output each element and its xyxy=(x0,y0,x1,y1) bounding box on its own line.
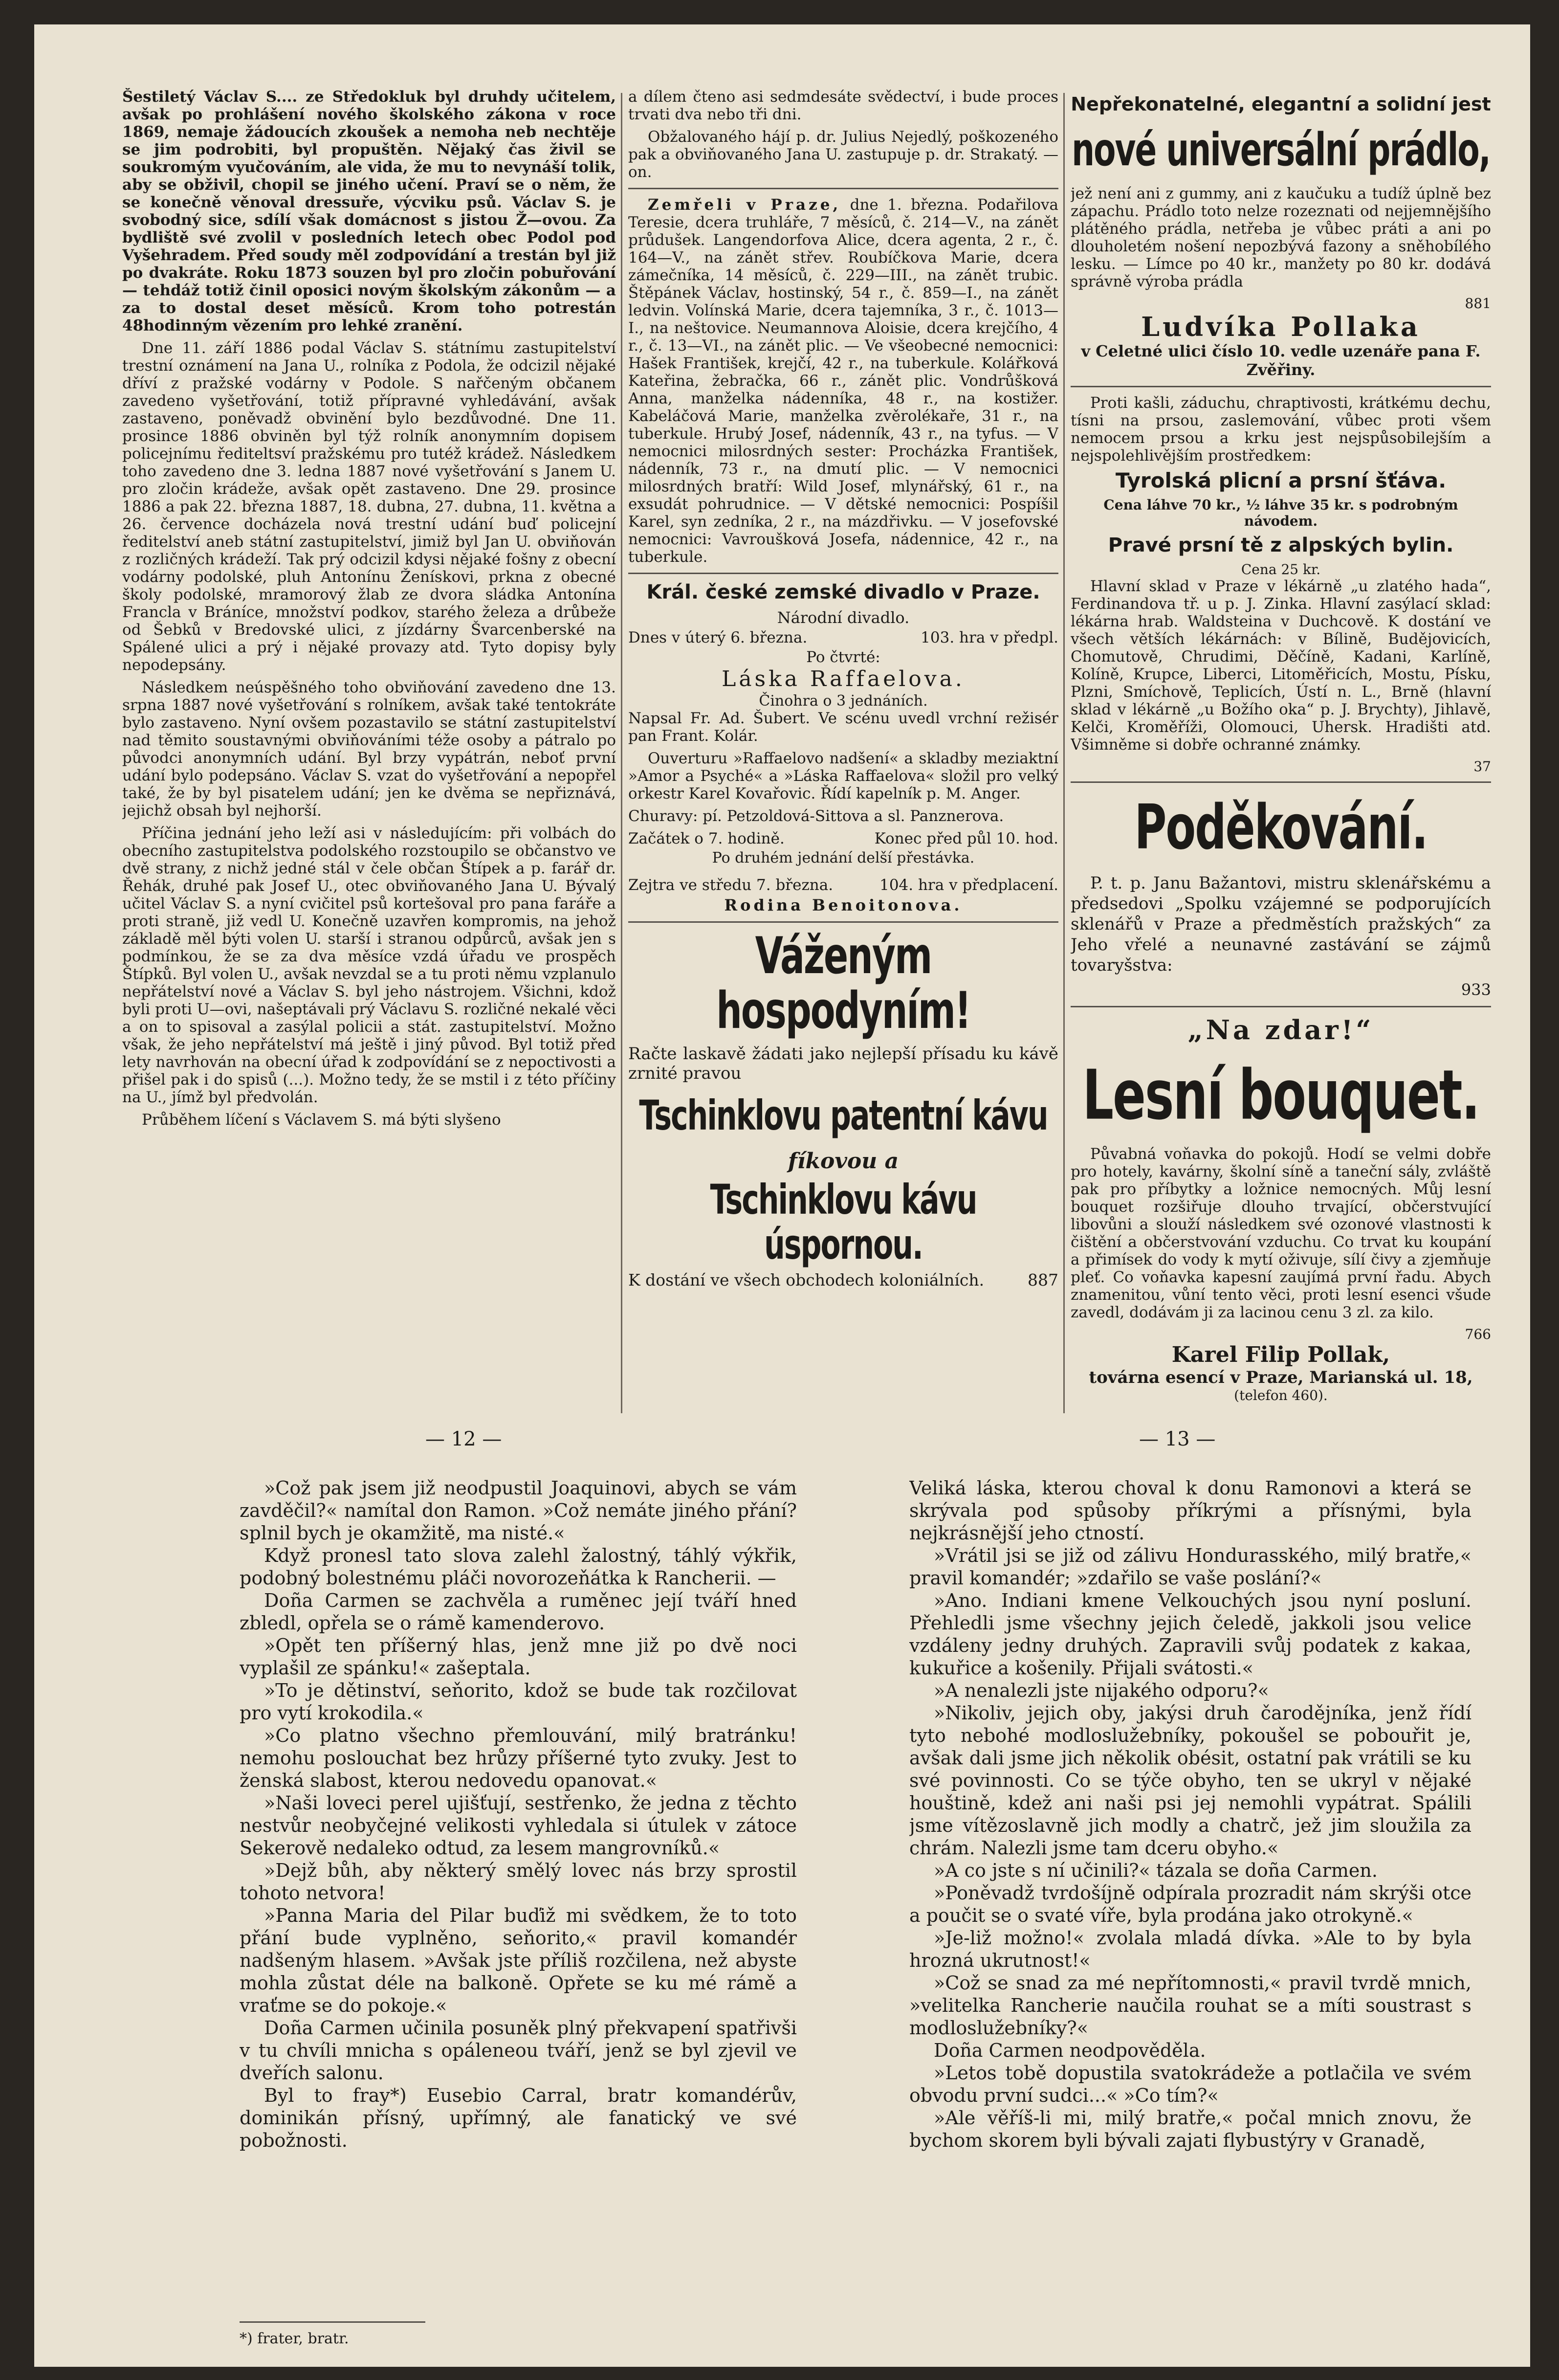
perfume-ad-firm: Karel Filip Pollak, xyxy=(1171,1342,1390,1367)
book-paragraph: »Panna Maria del Pilar buďiž mi svědkem, že to toto přání bude vyplněno, seňorito,« pravil komandér nadšeným hlasem. »Avšak jste příliš rozčilena, než abyste mohla zůstat déle na balkoně. Opřete se ku mé rámě a vraťme se do pokoje.« xyxy=(240,1905,797,2016)
page-number-right: — 13 — xyxy=(1139,1428,1216,1450)
page-number-left: — 12 — xyxy=(425,1428,502,1450)
perfume-ad-phone: (telefon 460). xyxy=(1234,1387,1328,1403)
book-spread xyxy=(34,1408,1530,2367)
book-paragraph: »Co platno všechno přemlouvání, milý bratránku! nemohu poslouchat bez hrůzy příšerné tyto zvuky. Jest to ženská slabost, kterou nedovedu opanovat.« xyxy=(240,1725,797,1791)
section-rule xyxy=(1071,1006,1491,1007)
syrup-ad-price: Cena láhve 70 kr., ½ láhve 35 kr. s podrobným návodem. xyxy=(1103,497,1458,529)
linen-ad-headline: nové universální prádlo, xyxy=(1072,123,1490,177)
coffee-connector: fíkovou a xyxy=(788,1149,899,1174)
coffee-ad-headline: Váženým hospodyním! xyxy=(716,926,970,1041)
section-rule xyxy=(628,573,1058,574)
footnote-rule xyxy=(240,2321,425,2323)
deaths-text: dne 1. března. Podařilova Teresie, dcera truhláře, 7 měsíců, č. 214—V., na zánět průdušek. Langendorfova Alice, dcera agenta, 2 r., č. 164—V., na zánět střev. Roubíčkova Marie, dcera zámečníka, 14 měsíců, č. 229—III., na zánět trubic. Štěpánek Václav, hostinský, 54 r., č. 859—I., na zánět ledvin. Volínská Marie, dcera tajemníka, 3 r., č. 1013—I., na neštovice. Neumannova Aloisie, dcera krejčího, 4 r., č. 13—VI., na zánět plic. — Ve všeobecné nemocnici: Hašek František, krejčí, 42 r., na tuberkule. Kolářková Kateřina, žebračka, 66 r., zánět plic. Vondrůšková Anna, manželka nádenníka, 48 r., na kostižer. Kabeláčová Marie, manželka zvěrolékaře, 31 r., na tuberkule. Hrubý Josef, nádenník, 43 r., na tyfus. — V nemocnici milosrdných sester: Procházka František, nádenník, 73 r., na dmutí plic. — V nemocnici milosrdných bratří: Wild Josef, mlynářský, 61 r., na exsudát pohrudnice. — V dětské nemocnici: Pospíšil Karel, syn zedníka, 2 r., na mázdřivku. — V josefovské nemocnici: Vavroušková Josefa, nádennice, 42 r., na tuberkule. xyxy=(628,196,1058,566)
book-paragraph: »To je dětinství, seňorito, kdož se bude tak rozčilovat pro vytí krokodila.« xyxy=(240,1680,797,1724)
linen-ad-firm: Ludvíka Pollaka xyxy=(1141,311,1421,342)
thanks-ad xyxy=(1071,791,1491,999)
syrup-ad-number: 37 xyxy=(1473,758,1491,775)
book-paragraph: Veliká láska, kterou choval k donu Ramonovi a která se skrývala pod spůsoby příkrými a přísnými, byla nejkrásnější jeho ctností. xyxy=(909,1477,1471,1544)
syrup-ad-intro: Proti kašli, záduchu, chraptivosti, krátkému dechu, tísni na prsou, zaslemování, vůbec proti všem nemocem prsou a krku jest nejspůsobilejším a nejspolehlivějším prostředkem: xyxy=(1071,394,1491,465)
linen-ad-top: Nepřekonatelné, elegantní a solidní jest xyxy=(1071,93,1491,115)
book-paragraph: »Poněvadž tvrdošíjně odpírala prozradit nám skrýši otce a poučit se o svaté víře, byla prodána jako otrokyně.« xyxy=(909,1882,1471,1926)
article-paragraph: Obžalovaného hájí p. dr. Julius Nejedlý, poškozeného pak a obviňovaného Jana U. zastupuje p. dr. Strakatý. —on. xyxy=(628,128,1058,181)
book-paragraph: »Nikoliv, jejich oby, jakýsi druh čarodějníka, jenž řídí tyto nebohé modloslužebníky, pokoušel se pobouřit je, avšak dali jsme jich několik obésit, ostatní pak vrátili se ku své povinnosti. Co se týče obyho, ten se ukryl v nějaké houštině, kdež ani naši psi jej nemohli vypátrat. Spálili jsme vítězoslavně jich modly a chatrč, jež jim sloužila za chrám. Nalezli jsme tam dceru obyho.« xyxy=(909,1702,1471,1859)
theatre-end: Konec před půl 10. hod. xyxy=(874,830,1058,847)
book-paragraph: »Opět ten příšerný hlas, jenž mne již po dvě noci vyplašil ze spánku!« zašeptala. xyxy=(240,1635,797,1679)
deaths-title: Zemřeli v Praze, xyxy=(648,196,841,214)
coffee-product-patent: Tschinklovu patentní kávu xyxy=(639,1092,1048,1140)
book-paragraph: »A co jste s ní učinili?« tázala se doña Carmen. xyxy=(934,1860,1378,1881)
coffee-availability: K dostání ve všech obchodech koloniálních. xyxy=(628,1270,985,1290)
coffee-ad-intro: Račte laskavě žádati jako nejlepší přísadu ku kávě zrnité pravou xyxy=(628,1044,1058,1083)
theatre-author: Napsal Fr. Ad. Šubert. Ve scénu uvedl vrchní režisér pan Frant. Kolár. xyxy=(628,710,1058,745)
book-paragraph: »Vrátil jsi se již od zálivu Hondurasského, milý bratře,« pravil komandér; »zdařilo se vaše poslání?« xyxy=(909,1545,1471,1589)
theatre-tomorrow-play: Rodina Benoitonova. xyxy=(724,896,963,914)
theatre-subtitle: Národní divadlo. xyxy=(777,608,910,627)
coffee-ad xyxy=(628,926,1058,1290)
syrup-ad-price2: Cena 25 kr. xyxy=(1241,561,1321,578)
syrup-ad-title2: Pravé prsní tě z alpských bylin. xyxy=(1108,534,1454,556)
book-paragraph: »Dejž bůh, aby některý smělý lovec nás brzy sprostil tohoto netvora! xyxy=(240,1860,797,1904)
book-paragraph: »Což pak jsem již neodpustil Joaquinovi, abych se vám zavděčil?« namítal don Ramon. »Což nemáte jiného přání? splnil bych je okamžitě, ma nisté.« xyxy=(240,1477,797,1544)
syrup-ad-text: Hlavní sklad v Praze v lékárně „u zlatého hada“, Ferdinandova tř. u p. J. Zinka. Hlavní zasýlací sklad: lékárna hrab. Waldsteina v Duchcově. K dostání ve všech větších lékárnách: v Bílině, Budějovicích, Chomutově, Chrudimi, Děčíně, Kadani, Karlíně, Kolíně, Krupce, Liberci, Litoměřicích, Mostu, Písku, Plzni, Smíchově, Teplicích, Ústí n. L., Brně (hlavní sklad v lékárně „u Božího oka“ p. J. Brychty), Jihlavě, Kelči, Kroměříži, Olomouci, Uhersk. Hradišti atd. Všimněme si dobře ochranné známky. xyxy=(1071,578,1491,754)
thanks-ad-headline: Poděkování. xyxy=(1134,791,1427,864)
theatre-start: Začátek o 7. hodině. xyxy=(628,830,785,847)
linen-ad-number: 881 xyxy=(1465,295,1491,311)
theatre-cycle: Po čtvrté: xyxy=(806,648,880,666)
book-page-right xyxy=(909,1477,1471,2337)
perfume-ad-slogan: „Na zdar!“ xyxy=(1187,1014,1374,1045)
theatre-tomorrow-row xyxy=(628,876,1058,894)
perfume-ad-address: továrna esencí v Praze, Marianská ul. 18, xyxy=(1089,1368,1473,1387)
theatre-tomorrow-number: 104. hra v předplacení. xyxy=(879,876,1058,894)
perfume-ad-number: 766 xyxy=(1465,1326,1491,1342)
theatre-date-row xyxy=(628,629,1058,646)
syrup-ad xyxy=(1071,394,1491,775)
book-paragraph: Byl to fray*) Eusebio Carral, bratr komandérův, dominikán přísný, upřímný, ale fanatický ve své pobožnosti. xyxy=(240,2085,797,2151)
column-rule xyxy=(1063,93,1065,1413)
thanks-ad-number: 933 xyxy=(1461,980,1491,999)
thanks-ad-text: P. t. p. Janu Bažantovi, mistru sklenářskému a předsedovi „Spolku vzájemné se podporujících sklenářů v Praze a předměstích pražských“ za Jeho vřelé a neunavné zastávání se zájmů tovaryšstva: xyxy=(1071,873,1491,975)
linen-ad-text: jež není ani z gummy, ani z kaučuku a tudíž úplně bez zápachu. Prádlo toto nelze rozeznati od nejjemnějšího plátěného prádla, netřeba je vůbec práti a ani po dlouholetém nošení nepozbývá fazony a sněhobílého lesku. — Límce po 40 kr., manžety po 80 kr. dodává správně výroba prádla xyxy=(1071,185,1491,290)
book-paragraph: »Naši loveci perel ujišťují, sestřenko, že jedna z těchto nestvůr neobyčejné velikosti vyhledala si útulek v zátoce Sekerově nedaleko odtud, za lesem mangrovníků.« xyxy=(240,1792,797,1859)
perfume-ad-text: Půvabná voňavka do pokojů. Hodí se velmi dobře pro hotely, kavárny, školní síně a taneční sály, zvláště pak pro příbytky a ložnice nemocných. Můj lesní bouquet rozšiřuje dlouho trvající, občerstvující libovůni a slouží následkem své ozonové vlastnosti k čištění a občerstvování vzduchu. Co trvat ku koupání a přimísek do vody k mytí oživuje, sílí čivy a zjemňuje pleť. Co voňavka kapesní zaujímá první řadu. Abych znamenitou, vůní tento věci, proti lesní esenci všude zavedl, dodávám ji za lacinou cenu 3 zl. za kilo. xyxy=(1071,1145,1491,1321)
article-paragraph: Dne 11. září 1886 podal Václav S. státnímu zastupitelství trestní oznámení na Jana U., rolníka z Podola, že odcizil nějaké dříví z pražské vodárny v Podole. S nařčeným občanem zavedeno vyšetřování, totiž přípravné vyhledávání, avšak zastaveno, poněvadž obvinění bylo bezdůvodné. Dne 11. prosince 1886 obviněn byl týž rolník anonymním dopisem policejnímu řediteltsví pražskému pro tutéž krádež. Následkem toho zavedeno dne 3. ledna 1887 nové vyšetřování s Janem U. pro zločin krádeže, avšak opět zastaveno. Dne 29. prosince 1886 a pak 22. března 1887, 18. dubna, 27. dubna, 11. května a 26. července docházela nová trestní udání buď policejní ředitelství aneb státní zastupitelství, jimiž byl Jan U. obviňován z rozličných krádeží. Tak prý odcizil kdysi nějaké fošny z obecní vodárny podolské, pluh Antonínu Ženískovi, prkna z obecné školy podolské, mramorový žlab ze dvora sládka Antonína Francla v Bráníce, množství podkov, starého železa a drůbeže od Šebků v Bredovské ulici, z jízdárny Švarcenberské na Spálené ulici a prý i nějaké provazy atd. Tyto dopisy byly nepodepsány. xyxy=(122,339,616,674)
book-paragraph: »Je-liž možno!« zvolala mladá dívka. »Ale to by byla hrozná ukrutnost!« xyxy=(909,1927,1471,1971)
article-paragraph: a dílem čteno asi sedmdesáte svědectví, i bude proces trvati dva nebo tři dni. xyxy=(628,88,1058,123)
right-column xyxy=(1071,88,1491,1403)
section-rule xyxy=(628,188,1058,189)
book-paragraph: »Ano. Indiani kmene Velkouchých jsou nyní posluní. Přehledli jsme všechny jejich čeledě, jakkoli jsou velice vzdáleny jedny druhých. Zapravili svůj podatek z kakaa, kukuřice a košenily. Přijali svátosti.« xyxy=(909,1590,1471,1679)
coffee-ad-number: 887 xyxy=(1028,1270,1058,1290)
theatre-date: Dnes v úterý 6. března. xyxy=(628,629,808,646)
left-column xyxy=(122,88,616,1134)
article-paragraph: Příčina jednání jeho leží asi v následujícím: při volbách do obecního zastupitelstva podolského rozstoupilo se občanstvo ve dvě strany, z nichž jedné stál v čele občan Štípek a p. farář dr. Řehák, druhé pak Josef U., otec obviňovaného Jana U. Bývalý učitel Václav S. a nyní cvičitel psů kortešoval pro pana faráře a proti straně, již vedl U. Konečně uzavřen kompromis, na jehož základě měl býti volen U. starší i stranou odpůrců, avšak jen s podmínkou, že se za dva měsíce vzdá úřadu ve prospěch Štípků. Byl volen U., avšak nevzdal se a tu proti němu vzplanulo nepřátelství nové a Václav S. byl jeho nástrojem. Všichni, kdož byli proti U—ovi, našeptávali prý Václavu S. rozličné nekalé věci a on to spisoval a zasýlal policii a stát. zastupitelství. Možno však, že jeho nepřátelství má ještě i jiný původ. Byl totiž před lety navrhován na obecní úřad k zodpovídání se z nepoctivosti a přišel pak i do spisů (...). Možno tedy, že se mstil i z této příčiny na U., jímž byl předvolán. xyxy=(122,824,616,1106)
article-paragraph: Šestiletý Václav S.... ze Středokluk byl druhdy učitelem, avšak po prohlášení nového školského zákona v roce 1869, nemaje žádoucích zkoušek a nemoha neb nechtěje se jim podrobiti, byl propuštěn. Nějaký čas živil se soukromým vyučováním, ale vida, že mu to nevynáší tolik, aby se obživil, chopil se jiného učení. Praví se o něm, že se konečně věnoval dressuře, výcviku psů. Václav S. je svobodný sice, sdílí však domácnost s jistou Ž—ovou. Za bydliště své zvolil v posledních letech obec Podol pod Vyšehradem. Před soudy měl zodpovídání a trestán byl již po dvakráte. Roku 1873 souzen byl pro zločin pobuřování — tehdáž totiž činil oposici novým školským zákonům — a za to dostal deset měsíců. Krom toho potrestán 48hodinným vězením pro lehké zranění. xyxy=(122,88,616,334)
section-rule xyxy=(1071,781,1491,783)
syrup-ad-title: Tyrolská plicní a prsní šťáva. xyxy=(1115,468,1447,492)
book-page-left xyxy=(240,1477,797,2279)
linen-ad-address: v Celetné ulici číslo 10. vedle uzenáře pana F. Zvěřiny. xyxy=(1081,342,1481,379)
book-paragraph: »Ale věříš-li mi, milý bratře,« počal mnich znovu, že bychom skorem byli bývali zajati flybustýry v Granadě, xyxy=(909,2107,1471,2151)
theatre-play-title: Láska Raffaelova. xyxy=(722,667,965,691)
theatre-music: Ouverturu »Raffaelovo nadšení« a skladby meziaktní »Amor a Psyché« a »Láska Raffaelova« složil pro velký orkestr Karel Kovařovic. Řídí kapelník p. M. Anger. xyxy=(628,750,1058,802)
middle-column xyxy=(628,88,1058,1291)
section-rule xyxy=(628,921,1058,923)
theatre-title: Král. české zemské divadlo v Praze. xyxy=(646,581,1040,603)
theatre-play-number: 103. hra v předpl. xyxy=(921,629,1058,646)
coffee-product-economy: Tschinklovu kávu úspornou. xyxy=(710,1176,977,1269)
newspaper-sheet xyxy=(34,24,1530,2367)
book-paragraph: Doña Carmen se zachvěla a ruměnec její tváří hned zbledl, opřela se o rámě kamenderovo. xyxy=(240,1590,797,1634)
article-paragraph: Průběhem líčení s Václavem S. má býti slyšeno xyxy=(142,1111,501,1129)
column-rule xyxy=(621,93,622,1413)
book-paragraph: »A nenalezli jste nijakého odporu?« xyxy=(934,1680,1269,1701)
article-paragraph: Následkem neúspěšného toho obviňování zavedeno dne 13. srpna 1887 nové vyšetřování s rolníkem, avšak také tentokráte bylo zastaveno. Nyní ovšem pozastavilo se státní zastupitelství nad těmito soustavnými obviňováními téže osoby a pátralo po původci anonymních udání. Byl brzy vypátrán, neboť první udání bylo podepsáno. Václav S. vzat do vyšetřování a nepopřel také, že by byl pisatelem udání; jen ke dvěma se nepřiznává, jejichž obsah byl nejhorší. xyxy=(122,679,616,820)
book-paragraph: »Což se snad za mé nepřítomnosti,« pravil tvrdě mnich, »velitelka Rancherie naučila rouhat se a míti soustrast s modloslužebníky?« xyxy=(909,1972,1471,2039)
book-paragraph: »Letos tobě dopustila svatokrádeže a potlačila ve svém obvodu první sudci...« »Co tím?« xyxy=(909,2062,1471,2106)
book-paragraph: Doña Carmen neodpověděla. xyxy=(934,2040,1206,2061)
footnote: *) frater, bratr. xyxy=(240,2330,349,2347)
newspaper-page xyxy=(34,24,1530,1403)
book-paragraph: Doña Carmen učinila posuněk plný překvapení spatřivši v tu chvíli mnicha s opáleneou tváří, jenž se byl zjevil ve dveřích salonu. xyxy=(240,2017,797,2084)
perfume-ad xyxy=(1071,1014,1491,1403)
perfume-ad-headline: Lesní bouquet. xyxy=(1082,1055,1479,1135)
theatre-break: Po druhém jednání delší přestávka. xyxy=(712,849,975,867)
theatre-tomorrow: Zejtra ve středu 7. března. xyxy=(628,876,834,894)
linen-ad xyxy=(1071,93,1491,379)
theatre-genre: Činohra o 3 jednáních. xyxy=(759,692,928,710)
theatre-times-row xyxy=(628,830,1058,847)
book-paragraph: Když pronesl tato slova zalehl žalostný, táhlý výkřik, podobný bolestnému pláči novorozeňátka k Rancherii. — xyxy=(240,1545,797,1589)
coffee-footer xyxy=(628,1271,1058,1289)
section-rule xyxy=(1071,386,1491,387)
theatre-costumes: Churavy: pí. Petzoldová-Sittova a sl. Panznerova. xyxy=(628,807,1004,825)
